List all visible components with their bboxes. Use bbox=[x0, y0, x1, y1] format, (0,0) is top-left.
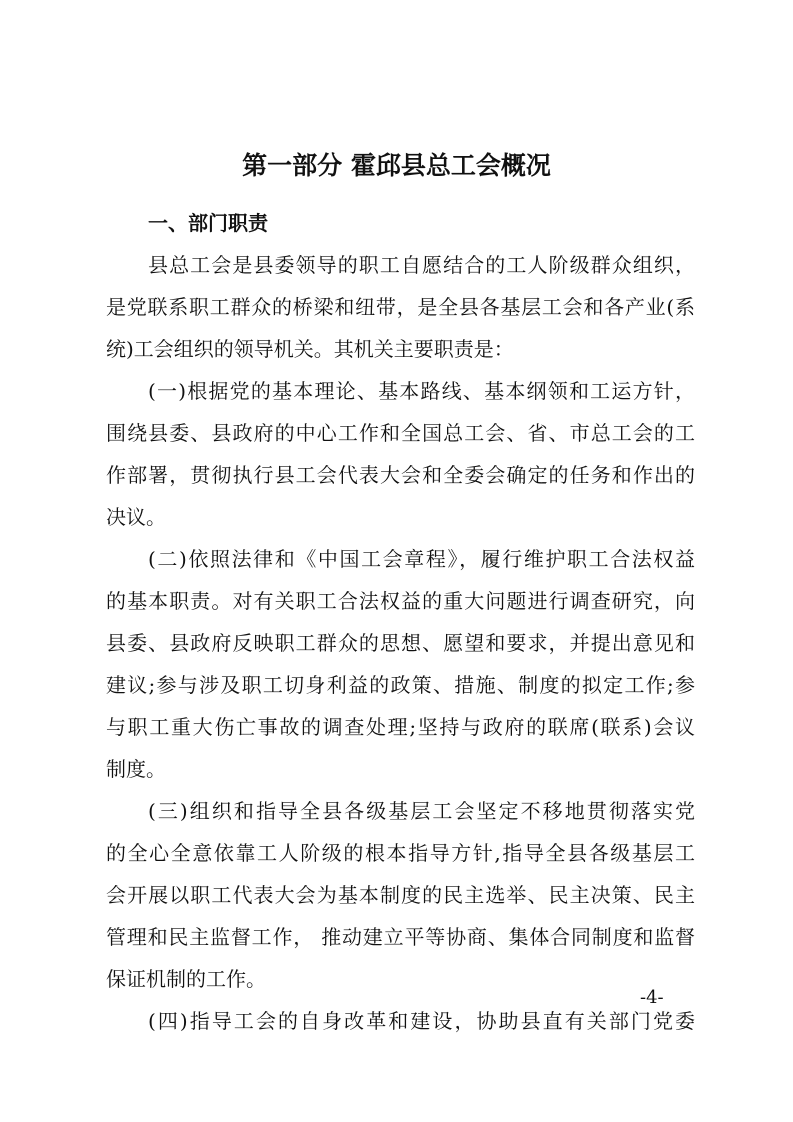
paragraph-line: (二)依照法律和《中国工会章程》，履行维护职工合法权益 bbox=[148, 547, 695, 571]
paragraph-line: 决议。 bbox=[106, 505, 166, 529]
paragraph-line: 制度。 bbox=[106, 757, 166, 781]
paragraph-line: 是党联系职工群众的桥梁和纽带，是全县各基层工会和各产业(系 bbox=[106, 295, 695, 319]
paragraph-line: 保证机制的工作。 bbox=[106, 967, 266, 991]
page-number: -4- bbox=[640, 987, 664, 1008]
paragraph-line: (四)指导工会的自身改革和建设，协助县直有关部门党委 bbox=[148, 1009, 695, 1033]
paragraph-line: 县委、县政府反映职工群众的思想、愿望和要求，并提出意见和 bbox=[106, 631, 695, 655]
paragraph-line: 的基本职责。对有关职工合法权益的重大问题进行调查研究，向 bbox=[106, 589, 695, 613]
paragraph-line: 围绕县委、县政府的中心工作和全国总工会、省、市总工会的工 bbox=[106, 421, 695, 445]
paragraph-line: 管理和民主监督工作， 推动建立平等协商、集体合同制度和监督 bbox=[106, 925, 695, 949]
paragraph-line: 建议;参与涉及职工切身利益的政策、措施、制度的拟定工作;参 bbox=[106, 673, 695, 697]
paragraph-line: 的全心全意依靠工人阶级的根本指导方针,指导全县各级基层工 bbox=[106, 841, 695, 865]
paragraph-line: 统)工会组织的领导机关。其机关主要职责是： bbox=[106, 337, 514, 361]
paragraph-line: 县总工会是县委领导的职工自愿结合的工人阶级群众组织， bbox=[148, 253, 695, 277]
page-title: 第一部分 霍邱县总工会概况 bbox=[242, 151, 551, 180]
paragraph-line: 会开展以职工代表大会为基本制度的民主选举、民主决策、民主 bbox=[106, 883, 695, 907]
paragraph-line: (三)组织和指导全县各级基层工会坚定不移地贯彻落实党 bbox=[148, 799, 695, 823]
paragraph-line: (一)根据党的基本理论、基本路线、基本纲领和工运方针， bbox=[148, 379, 695, 403]
paragraph-line: 作部署，贯彻执行县工会代表大会和全委会确定的任务和作出的 bbox=[106, 463, 695, 487]
paragraph-line: 与职工重大伤亡事故的调查处理;坚持与政府的联席(联系)会议 bbox=[106, 715, 695, 739]
section-heading: 一、部门职责 bbox=[148, 211, 268, 235]
